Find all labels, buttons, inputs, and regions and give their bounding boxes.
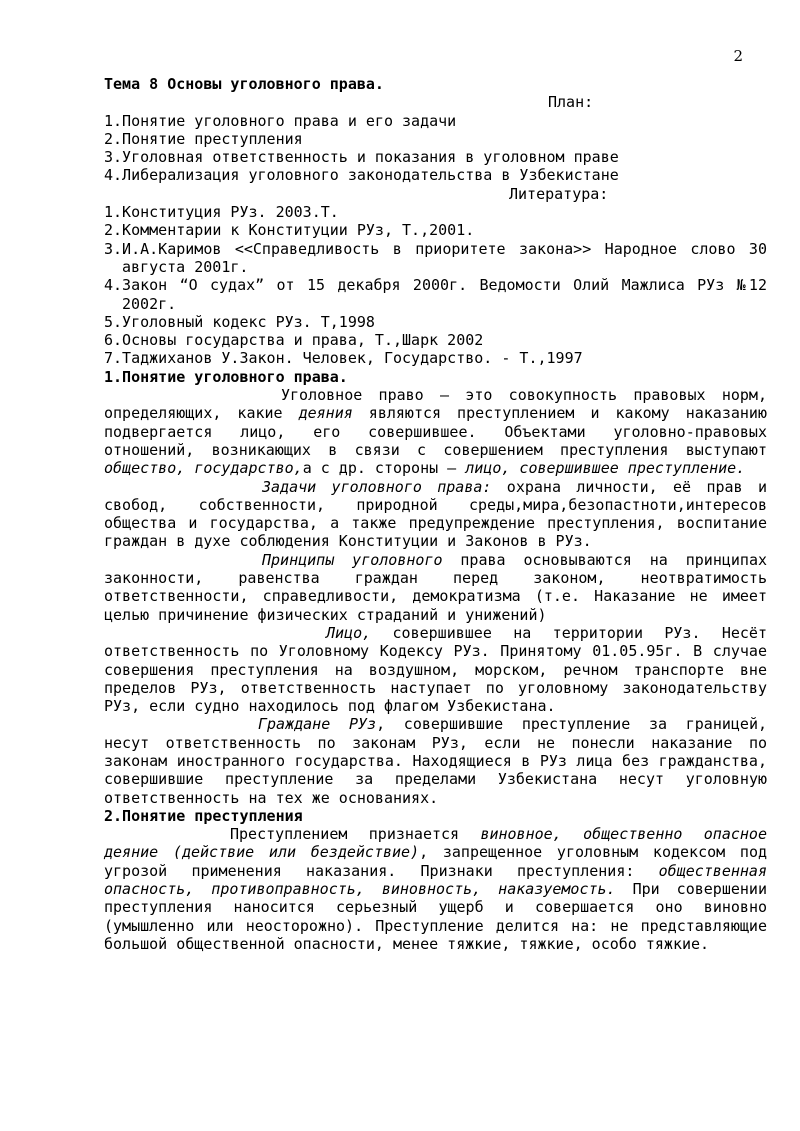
plan-item: 1.Понятие уголовного права и его задачи	[104, 111, 457, 130]
literature-item: 3.И.А.Каримов <<Справедливость в приоритете закона>> Народное слово 30	[104, 239, 767, 258]
plan-heading: План:	[548, 93, 594, 112]
literature-item: 4.Закон “О судах” от 15 декабря 2000г. Ведомости Олий Мажлиса РУз №12	[104, 276, 767, 295]
section-1-title: 1.Понятие уголовного права.	[104, 367, 348, 386]
topic-title: Тема 8 Основы уголовного права.	[104, 75, 384, 93]
section-1-paragraph-person: Лицо, совершившее на территории РУз. Несёт ответственность по Уголовному Кодексу РУз. Принятому 01.05.95г. В случае совершения преступления на воздушном, морском, речном транспорте вне пределов РУз, ответственность наступает по уголовному законодательству РУз, если судно находилось под флагом Узбекистана.	[104, 623, 767, 716]
literature-item: августа 2001г.	[122, 257, 249, 276]
literature-item: 2.Комментарии к Конституции РУз, Т.,2001.	[104, 221, 475, 240]
literature-heading: Литература:	[509, 184, 609, 203]
document-body	[104, 75, 767, 953]
section-1-paragraph-principles: Принципы уголовного права основываются на принципах законности, равенства граждан перед законом, неотвратимость ответственности, справедливости, демократизма (т.е. Наказание не имеет целью причинение физических страданий и унижений)	[104, 550, 768, 624]
literature-item: 5.Уголовный кодекс РУз. Т,1998	[104, 312, 375, 331]
section-1-paragraph-definition: Уголовное право – это совокупность правовых норм, определяющих, какие деяния являются преступлением и какому наказанию подвергается лицо, его совершившее. Объектами уголовно-правовых отношений, возникающих в связи с совершением преступления выступают общество, государство,а с др. стороны – лицо, совершившее преступление.	[104, 386, 767, 478]
page-number: 2	[733, 47, 743, 65]
section-2-title: 2.Понятие преступления	[104, 806, 303, 825]
literature-item: 1.Конституция РУз. 2003.Т.	[104, 203, 339, 222]
literature-item: 7.Таджиханов У.Закон. Человек, Государство. - Т.,1997	[104, 349, 583, 368]
plan-item: 3.Уголовная ответственность и показания в уголовном праве	[104, 148, 619, 167]
section-1-paragraph-citizens: Граждане РУз, совершившие преступление за границей, несут ответственность по законам РУз, если не понесли наказание по законам иностранного государства. Находящиеся в РУз лица без гражданства, совершившие преступление за пределами Узбекистана несут уголовную ответственность на тех же основаниях.	[104, 715, 767, 807]
section-2-paragraph-crime: Преступлением признается виновное, общественно опасное деяние (действие или бездействие), запрещенное уголовным кодексом под угрозой применения наказания. Признаки преступления: общественная опасность, противоправность, виновность, наказуемость. При совершении преступления наносится серьезный ущерб и совершается оно виновно (умышленно или неосторожно). Преступление делится на: не представляющие большой общественной опасности, менее тяжкие, тяжкие, особо тяжкие.	[104, 825, 768, 953]
plan-item: 2.Понятие преступления	[104, 129, 303, 148]
literature-item: 2002г.	[122, 294, 177, 313]
section-1-paragraph-tasks: Задачи уголовного права: охрана личности, её прав и свобод, собственности, природной среды,мира,безопастноти,интересов общества и государства, а также предупреждение преступления, воспитание граждан в духе соблюдения Конституции и Законов в РУз.	[104, 477, 767, 551]
literature-item: 6.Основы государства и права, Т.,Шарк 2002	[104, 331, 484, 350]
plan-item: 4.Либерализация уголовного законодательства в Узбекистане	[104, 166, 619, 185]
